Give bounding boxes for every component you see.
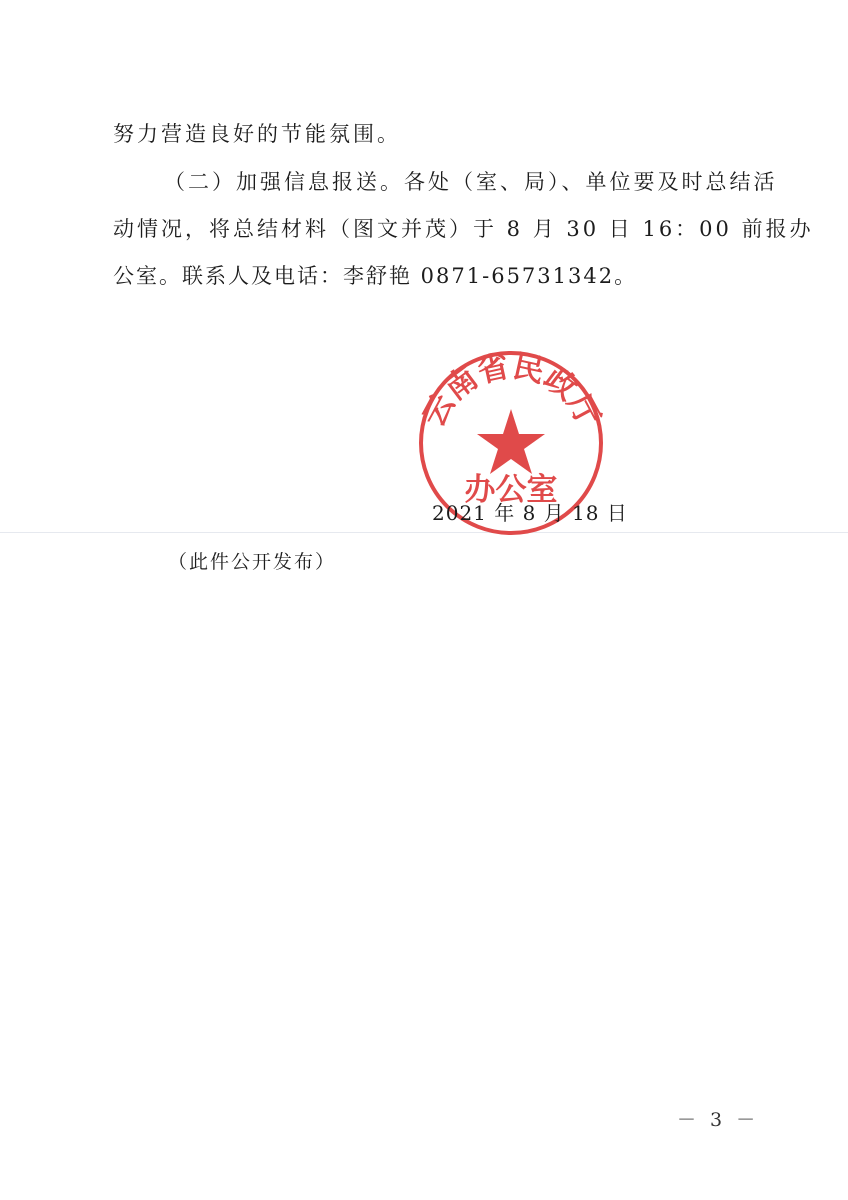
body-text-line-1: 努力营造良好的节能氛围。 bbox=[113, 122, 401, 146]
seal-ring-text: 云南省民政厅 bbox=[416, 348, 606, 433]
seal-bottom-text: 办公室 bbox=[464, 472, 558, 508]
seal-star-icon bbox=[477, 409, 545, 474]
page-number: － 3 － bbox=[677, 1109, 760, 1131]
publish-note: （此件公开发布） bbox=[168, 551, 337, 573]
body-text-line-4: 公室。联系人及电话：李舒艳 0871-65731342。 bbox=[113, 264, 638, 288]
body-text-line-3: 动情况，将总结材料（图文并茂）于 8 月 30 日 16：00 前报办 bbox=[113, 217, 814, 241]
body-text-line-2: （二）加强信息报送。各处（室、局）、单位要及时总结活 bbox=[164, 170, 778, 194]
document-date: 2021 年 8 月 18 日 bbox=[432, 501, 628, 525]
